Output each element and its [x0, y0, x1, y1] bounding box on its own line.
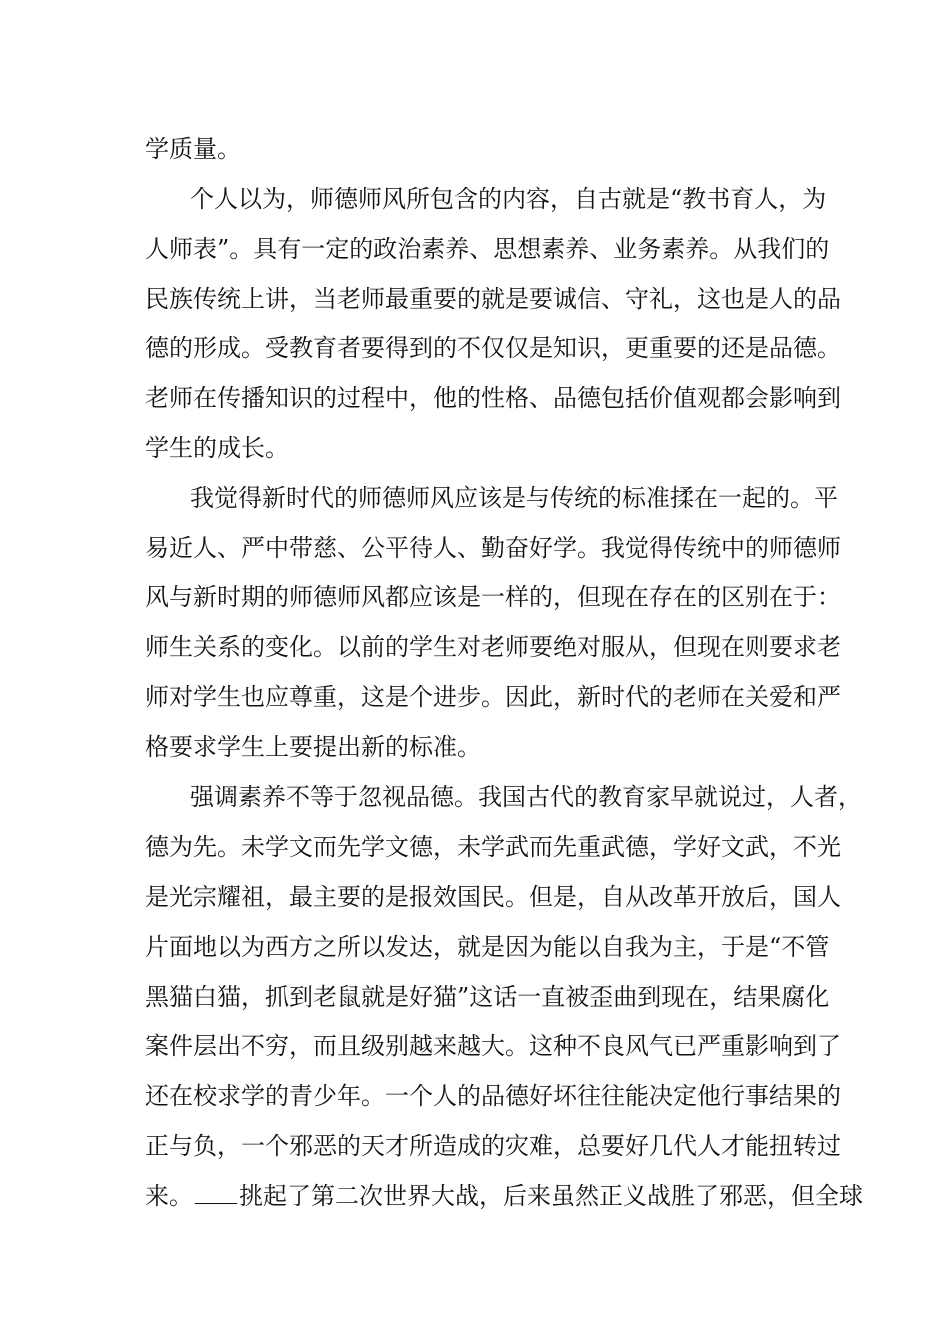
text-line: 人师表”。具有一定的政治素养、思想素养、业务素养。从我们的: [145, 235, 830, 263]
text-line: 强调素养不等于忽视品德。我国古代的教育家早就说过，人者，: [190, 783, 862, 811]
text-line: 学质量。: [145, 135, 241, 163]
text-line: 师生关系的变化。以前的学生对老师要绝对服从，但现在则要求老: [145, 633, 841, 661]
text-line: 德为先。未学文而先学文德，未学武而先重武德，学好文武，不光: [145, 833, 841, 861]
text-line: 民族传统上讲，当老师最重要的就是要诚信、守礼，这也是人的品: [145, 285, 841, 313]
text-line: 格要求学生上要提出新的标准。: [145, 733, 481, 761]
text-line: 学生的成长。: [145, 434, 289, 462]
text-line: 黑猫白猫，抓到老鼠就是好猫”这话一直被歪曲到现在，结果腐化: [145, 983, 830, 1011]
text-line: 是光宗耀祖，最主要的是报效国民。但是，自从改革开放后，国人: [145, 883, 841, 911]
text-line: 师对学生也应尊重，这是个进步。因此，新时代的老师在关爱和严: [145, 683, 841, 711]
text-line: 德的形成。受教育者要得到的不仅仅是知识，更重要的还是品德。: [145, 334, 841, 362]
text-segment: 挑起了第二次世界大战，后来虽然正义战胜了邪恶，但全球: [239, 1182, 863, 1210]
text-segment: 来。: [145, 1182, 193, 1210]
text-line: 易近人、严中带慈、公平待人、勤奋好学。我觉得传统中的师德师: [145, 534, 841, 562]
text-line-with-blank: [145, 1181, 863, 1211]
text-line: 个人以为，师德师风所包含的内容，自古就是“教书育人，为: [190, 185, 827, 213]
text-line: 我觉得新时代的师德师风应该是与传统的标准揉在一起的。平: [190, 484, 838, 512]
fill-in-blank: [195, 1181, 237, 1204]
text-line: 案件层出不穷，而且级别越来越大。这种不良风气已严重影响到了: [145, 1032, 841, 1060]
text-line: 还在校求学的青少年。一个人的品德好坏往往能决定他行事结果的: [145, 1082, 841, 1110]
text-line: 风与新时期的师德师风都应该是一样的，但现在存在的区别在于：: [145, 583, 841, 611]
text-line: 正与负，一个邪恶的天才所造成的灾难，总要好几代人才能扭转过: [145, 1132, 841, 1160]
text-line: 老师在传播知识的过程中，他的性格、品德包括价值观都会影响到: [145, 384, 841, 412]
text-line: 片面地以为西方之所以发达，就是因为能以自我为主，于是“不管: [145, 933, 830, 961]
